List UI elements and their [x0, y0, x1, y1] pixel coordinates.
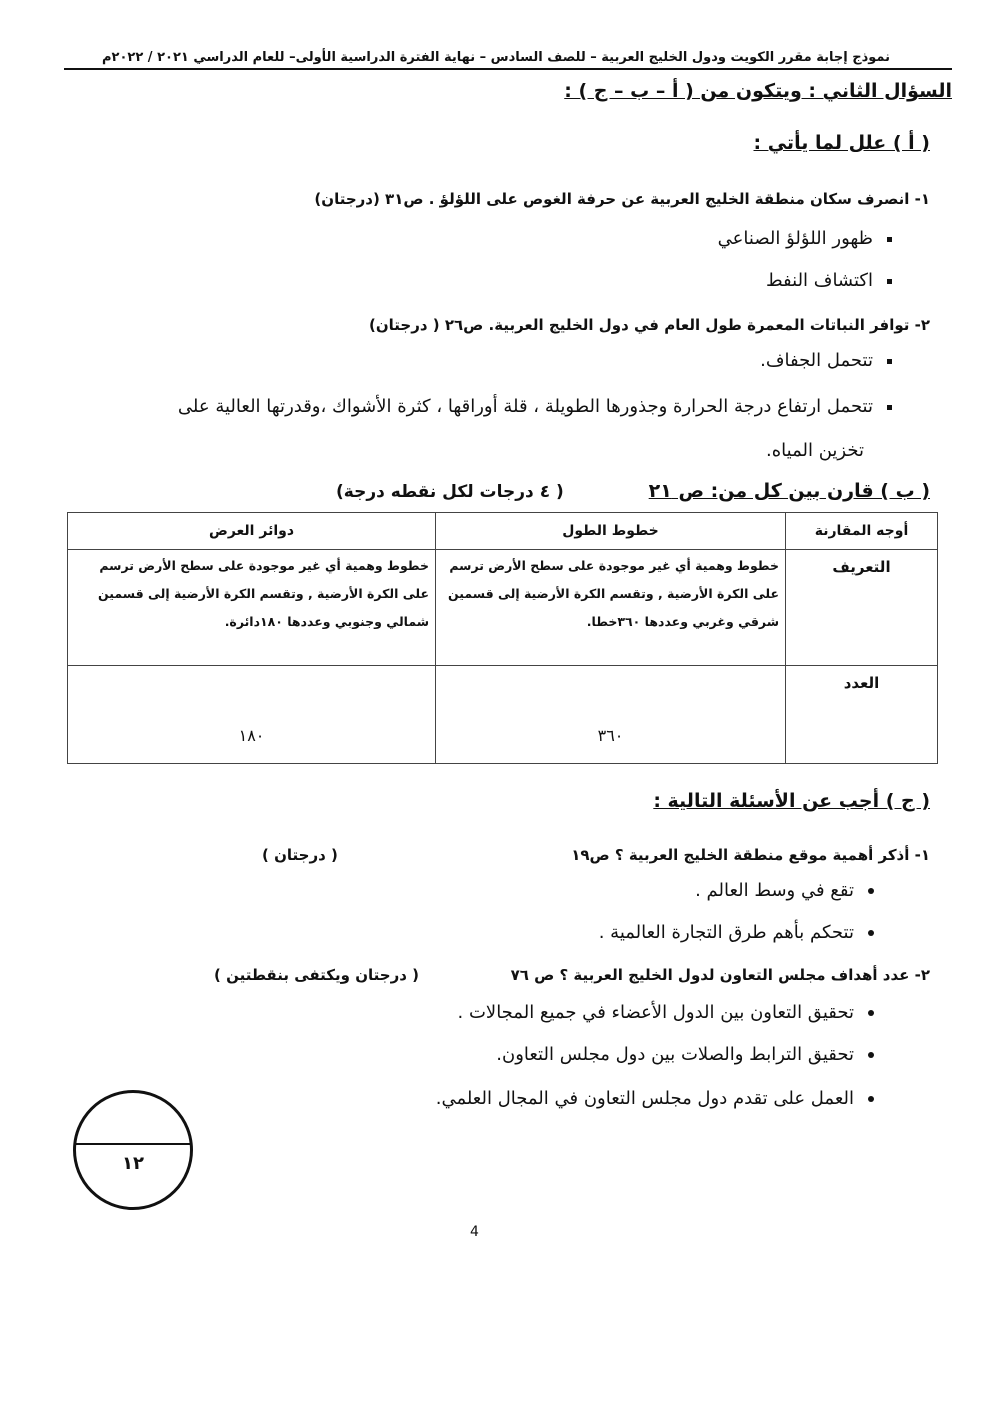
- header-divider: [64, 68, 952, 70]
- answer-text: العمل على تقدم دول مجلس التعاون في المجال العلمي.: [435, 1088, 854, 1109]
- comparison-table: [67, 512, 938, 764]
- section-c-title: ( ج ) أجب عن الأسئلة التالية :: [653, 790, 930, 812]
- section-c-q1-answer-1: [695, 880, 874, 901]
- section-c-q1: ١- أذكر أهمية موقع منطقة الخليج العربية ؟ ص١٩: [571, 846, 930, 864]
- section-b-title: ( ب ) قارن بين كل من: ص ٢١: [648, 480, 930, 502]
- answer-text: ظهور اللؤلؤ الصناعي: [717, 228, 873, 249]
- page-number: 4: [470, 1224, 479, 1240]
- answer-text: تتحكم بأهم طرق التجارة العالمية .: [598, 922, 854, 943]
- latitude-count: ١٨٠: [68, 666, 436, 764]
- section-c-q2-answer-1: [458, 1002, 874, 1023]
- section-a-q2: ٢- توافر النباتات المعمرة طول العام في دول الخليج العربية. ص٢٦ ( درجتان): [368, 316, 930, 334]
- score-value: ١٢: [122, 1153, 144, 1174]
- section-c-q2-answer-2: [496, 1044, 874, 1065]
- score-circle: [73, 1090, 193, 1210]
- answer-text: تتحمل ارتفاع درجة الحرارة وجذورها الطويلة ، قلة أوراقها ، كثرة الأشواك ،وقدرتها العالية على: [177, 396, 873, 417]
- table-header-row: [68, 513, 938, 550]
- table-header: خطوط الطول: [436, 513, 786, 550]
- section-b-grading: ( ٤ درجات لكل نقطه درجة): [336, 482, 564, 502]
- bullet-icon: [887, 237, 892, 242]
- answer-text: تحقيق التعاون بين الدول الأعضاء في جميع المجالات .: [457, 1002, 854, 1023]
- answer-text: تقع في وسط العالم .: [695, 880, 854, 901]
- bullet-icon: [868, 1052, 874, 1058]
- bullet-icon: [868, 1096, 874, 1102]
- section-c-q2-answer-3: [436, 1088, 874, 1109]
- section-a-q1-answer-1: [718, 228, 892, 249]
- longitude-definition: خطوط وهمية أي غير موجودة على سطح الأرض ترسم على الكرة الأرضية , وتقسم الكرة الأرضية إلى قسمين شرقي وغربي وعددها ٣٦٠خطا.: [436, 550, 786, 666]
- bullet-icon: [868, 930, 874, 936]
- section-c-q1-grade: ( درجتان ): [262, 846, 338, 864]
- longitude-count: ٣٦٠: [436, 666, 786, 764]
- page-header: نموذج إجابة مقرر الكويت ودول الخليج العربية – للصف السادس – نهاية الفترة الدراسية الأولى– للعام الدراسي ٢٠٢١ / ٢٠٢٢م: [101, 50, 890, 65]
- bullet-icon: [887, 279, 892, 284]
- section-c-q1-answer-2: [599, 922, 874, 943]
- answer-text: اكتشاف النفط: [765, 270, 873, 291]
- section-a-q2-answer-1: [760, 350, 892, 371]
- answer-text: تحقيق الترابط والصلات بين دول مجلس التعاون.: [496, 1044, 854, 1065]
- table-row: [68, 666, 938, 764]
- question-title: السؤال الثاني : ويتكون من ( أ – ب – ج ) :: [564, 80, 952, 102]
- table-header: أوجه المقارنة: [786, 513, 938, 550]
- bullet-icon: [887, 359, 892, 364]
- row-label: التعريف: [786, 550, 938, 666]
- section-a-q2-answer-2-cont: تخزين المياه.: [766, 440, 864, 461]
- section-c-q2-grade: ( درجتان ويكتفى بنقطتين ): [214, 966, 419, 984]
- table-row: [68, 550, 938, 666]
- bullet-icon: [887, 405, 892, 410]
- bullet-icon: [868, 1010, 874, 1016]
- section-c-q2: ٢- عدد أهداف مجلس التعاون لدول الخليج العربية ؟ ص ٧٦: [510, 966, 930, 984]
- section-a-q2-answer-2: [178, 396, 892, 417]
- section-a-q1-answer-2: [766, 270, 892, 291]
- row-label: العدد: [786, 666, 938, 764]
- bullet-icon: [868, 888, 874, 894]
- section-a-q1: ١- انصرف سكان منطقة الخليج العربية عن حرفة الغوص على اللؤلؤ . ص٣١ (درجتان): [314, 190, 930, 208]
- latitude-definition: خطوط وهمية أي غير موجودة على سطح الأرض ترسم على الكرة الأرضية , وتقسم الكرة الأرضية إلى قسمين شمالي وجنوبي وعددها ١٨٠دائرة.: [68, 550, 436, 666]
- section-a-title: ( أ ) علل لما يأتي :: [753, 132, 930, 154]
- answer-text: تتحمل الجفاف.: [760, 350, 873, 371]
- score-divider: [76, 1143, 190, 1145]
- table-header: دوائر العرض: [68, 513, 436, 550]
